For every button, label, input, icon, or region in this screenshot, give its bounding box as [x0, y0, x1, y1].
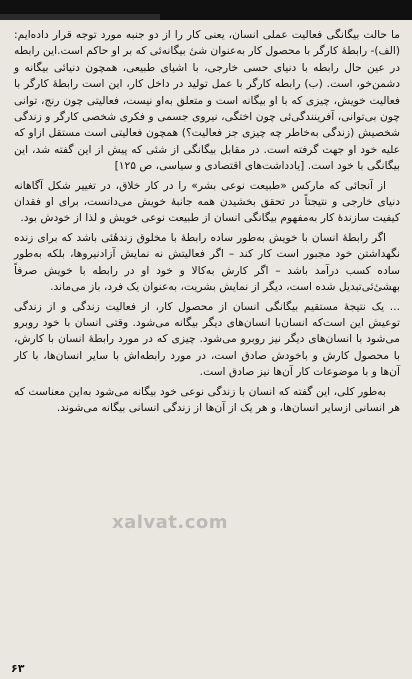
- paragraph-3: اگر رابطهٔ انسان با خویش به‌طور ساده رابطهٔ با مخلوق زندهٔئی باشد که برای زنده نگهداشتن خود مجبور است کار کند – اگر فعالیتش نه نمایش آزادنیروها، بلکه به‌طور ساده کسب درآمد باشد – اگر کارش به‌کالا و خود او در رابطه با خویش صرفاً بهشیٔ‌ئی‌تبدیل شده است، دیگر از نمایش بشریت، به‌عنوان یک فرد، باز می‌ماند.: [14, 230, 400, 294]
- paragraph-5: به‌طور کلی، این گفته که انسان با زندگی نوعی خود بیگانه می‌شود به‌این معناست که هر انسانی ازسایر انسان‌ها، و هر یک از آن‌ها از زندگی انسانی بیگانه می‌شوند.: [14, 384, 400, 414]
- paragraph-4: ... یک نتیجهٔ مستقیم بیگانگی انسان از محصول کار، از فعالیت زندگی و از زندگی توعیش این است‌که انسان‌با انسان‌های دیگر بیگانه می‌شود. وقتی انسان با خود روبرو می‌شود با انسان‌های دیگر نیز روبرو می‌شود. چیزی که در مورد رابطهٔ انسان با کارش، با محصول کارش و باخودش صادق است، در مورد رابطه‌اش با سایر انسان‌ها، با کار آن‌ها و با موضوعات کار آن‌ها نیز صادق است.: [14, 299, 400, 379]
- page-body: [14, 27, 400, 661]
- paragraph-1: ما حالت بیگانگی فعالیت عملی انسان، یعنی کار را از دو جنبه مورد توجه قرار داده‌ایم: (الف)- رابطهٔ کارگر با محصول کار به‌عنوان شیٔ بیگانه‌ئی که بر او حاکم است.این رابطه در عین حال رابطه با دنیای حسی خارجی، با اشیای طبیعی، همچون دنیائی بیگانه و دشمن‌خو، است. (ب) رابطه کارگر با عمل تولید در داخل کار، این است رابطهٔ کارگر با فعالیت خویش، چیزی که با او بیگانه است و متعلق به‌او نیست، فعالیتی چون رنج، توانی چون بی‌توانی، آفرینندگی‌ئی چون اختگی، نیروی جسمی و فکری شخصی کارگر و زندگی شخصیش (زندگی به‌خاطر چه چیزی جز فعالیت؟) همچون فعالیتی است مستقل ازاو که علیه خود او جهت گرفته است. در مقابل بیگانگی از شئی که پیش از این گفته شد، این بیگانگی با خود است. [یادداشت‌های اقتصادی و سیاسی، ص ۱۲۵]: [14, 28, 400, 173]
- top-scan-border-notch: [0, 14, 160, 20]
- page-number: ۶۳: [11, 662, 25, 675]
- watermark: xalvat.com: [112, 512, 229, 533]
- top-scan-border: [0, 0, 412, 20]
- paragraph-2: از آنجائی که مارکس «طبیعت نوعی بشر» را در کار خلاق، در تغییر شکل آگاهانه دنیای خارجی و نتیجتاً در تحقق بخشیدن همه جانبهٔ خویش می‌دانست، برای او فقدان کیفیت سازندهٔ کار به‌مفهوم بیگانگی انسان از طبیعت نوعی خویش و لذا از خودش بود.: [14, 178, 400, 225]
